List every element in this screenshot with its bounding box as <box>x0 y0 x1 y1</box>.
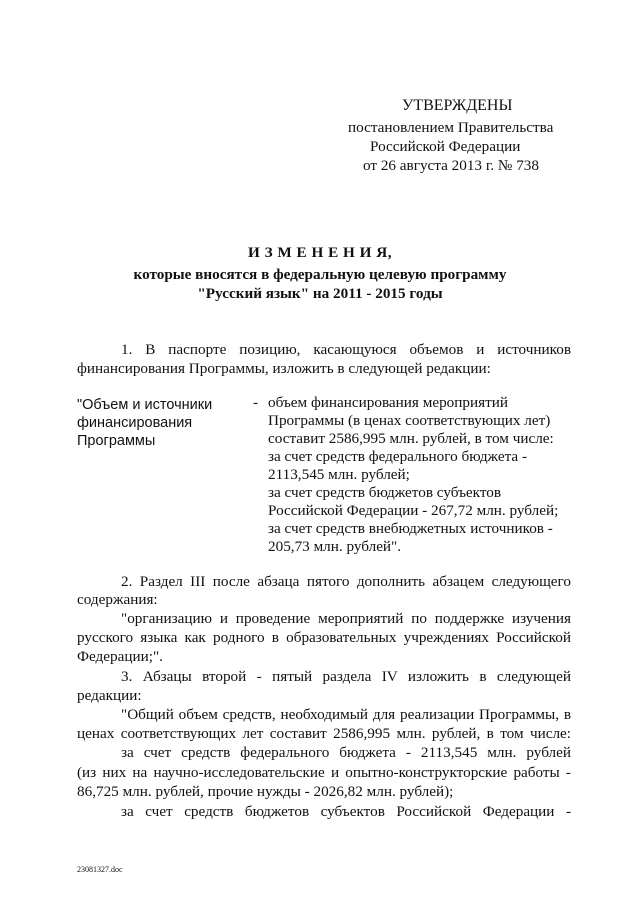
item3-line-2: редакции: <box>77 687 142 704</box>
item2-line-2: содержания: <box>77 591 158 608</box>
passport-left-1: "Объем и источники <box>77 397 213 413</box>
item2-line-5: Федерации;". <box>77 648 163 665</box>
item1-line-1: 1. В паспорте позицию, касающуюся объемов и источников <box>121 341 571 358</box>
passport-right-5: 2113,545 млн. рублей; <box>268 466 410 483</box>
item2-line-3: "организацию и проведение мероприятий по поддержке изучения <box>121 610 571 627</box>
item3-line-1: 3. Абзацы второй - пятый раздела IV изложить в следующей <box>121 668 571 685</box>
passport-right-7: Российской Федерации - 267,72 млн. рублей; <box>268 502 559 519</box>
item3-line-3: "Общий объем средств, необходимый для реализации Программы, в <box>121 706 571 723</box>
document-subtitle-1: которые вносятся в федеральную целевую программу <box>133 266 507 283</box>
item3-line-8: за счет средств бюджетов субъектов Российской Федерации - <box>121 803 571 820</box>
item2-line-1: 2. Раздел III после абзаца пятого дополнить абзацем следующего <box>121 573 571 590</box>
passport-right-1: объем финансирования мероприятий <box>268 394 508 411</box>
passport-left-2: финансирования <box>77 415 193 431</box>
passport-right-2: Программы (в ценах соответствующих лет) <box>268 412 551 429</box>
item2-line-4: русского языка как родного в образовательных учреждениях Российской <box>77 629 571 646</box>
approval-title: УТВЕРЖДЕНЫ <box>402 97 513 114</box>
passport-right-8: за счет средств внебюджетных источников - <box>268 520 553 537</box>
item3-line-6: (из них на научно-исследовательские и опытно-конструкторские работы - <box>77 764 571 781</box>
document-title: И З М Е Н Е Н И Я, <box>247 244 392 261</box>
passport-right-6: за счет средств бюджетов субъектов <box>268 484 502 501</box>
item1-line-2: финансирования Программы, изложить в следующей редакции: <box>77 360 491 377</box>
item3-line-5: за счет средств федерального бюджета - 2113,545 млн. рублей <box>121 744 571 761</box>
document-subtitle-2: "Русский язык" на 2011 - 2015 годы <box>197 285 443 302</box>
approval-line-2: Российской Федерации <box>370 138 521 155</box>
item3-line-4: ценах соответствующих лет составит 2586,995 млн. рублей, в том числе: <box>77 725 571 742</box>
item3-line-7: 86,725 млн. рублей, прочие нужды - 2026,82 млн. рублей); <box>77 783 454 800</box>
footer-filename: 23081327.doc <box>77 865 123 874</box>
passport-dash: - <box>253 394 259 411</box>
passport-right-9: 205,73 млн. рублей". <box>268 538 402 555</box>
passport-right-3: составит 2586,995 млн. рублей, в том числе: <box>268 430 554 447</box>
passport-left-3: Программы <box>77 433 156 449</box>
passport-right-4: за счет средств федерального бюджета - <box>268 448 528 465</box>
approval-line-1: постановлением Правительства <box>348 119 554 136</box>
approval-line-3: от 26 августа 2013 г. № 738 <box>363 157 539 174</box>
